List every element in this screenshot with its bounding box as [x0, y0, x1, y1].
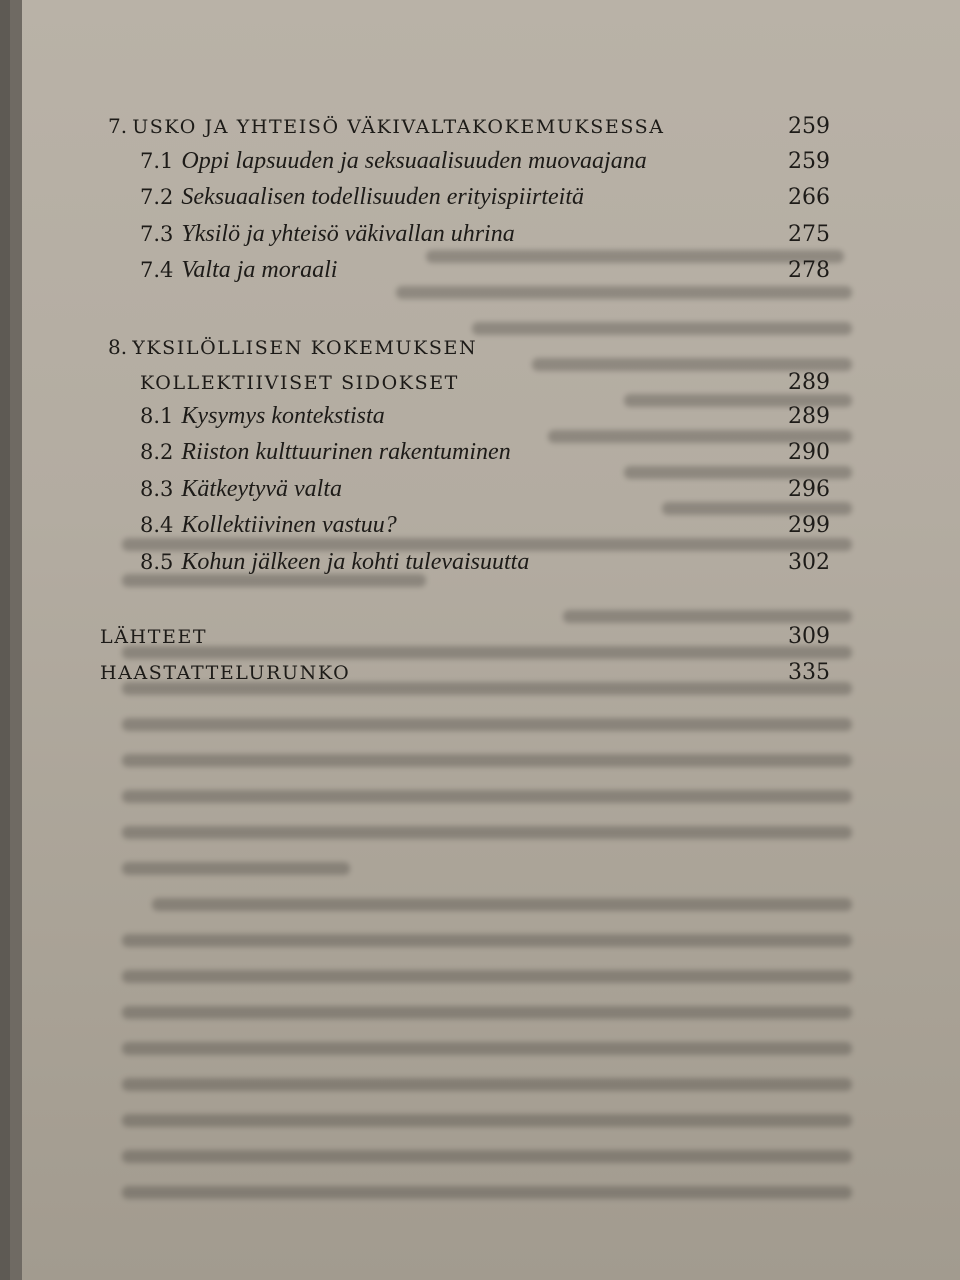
page-number: 289 — [788, 404, 830, 429]
section-title: Kollektiivinen vastuu? — [181, 512, 397, 538]
toc-chapter-8-line2 — [140, 370, 830, 395]
chapter-number: 8. — [108, 335, 128, 359]
toc-section-8-5 — [140, 549, 830, 576]
section-number: 8.4 — [140, 513, 174, 537]
section-number: 8.2 — [140, 440, 174, 464]
chapter-title-line1: YKSILÖLLISEN KOKEMUKSEN — [132, 337, 478, 359]
section-number: 8.3 — [140, 477, 174, 501]
page-number: 275 — [788, 222, 830, 247]
page-number: 299 — [788, 513, 830, 538]
section-number: 7.2 — [140, 185, 174, 209]
page-number: 289 — [788, 370, 830, 395]
section-title: Kysymys kontekstista — [181, 403, 385, 429]
toc-section-7-2 — [140, 184, 830, 211]
section-number: 7.4 — [140, 258, 174, 282]
toc-section-8-2 — [140, 439, 830, 466]
toc-chapter-8-line1 — [108, 335, 830, 359]
page-number: 335 — [788, 660, 830, 685]
page-number: 296 — [788, 477, 830, 502]
section-title: Kohun jälkeen ja kohti tulevaisuutta — [181, 549, 530, 575]
section-number: 8.1 — [140, 404, 174, 428]
toc-section-7-3 — [140, 221, 830, 248]
page-number: 259 — [788, 149, 830, 174]
section-title: Valta ja moraali — [181, 257, 338, 283]
toc-section-7-1 — [140, 148, 830, 175]
section-title: Riiston kulttuurinen rakentuminen — [181, 439, 511, 465]
toc-sources — [100, 624, 830, 649]
back-matter-title: HAASTATTELURUNKO — [100, 662, 351, 684]
section-title: Yksilö ja yhteisö väkivallan uhrina — [181, 221, 515, 247]
back-matter-title: LÄHTEET — [100, 626, 208, 648]
toc-section-8-3 — [140, 476, 830, 503]
toc-chapter-7 — [108, 114, 830, 139]
chapter-title-line2: KOLLEKTIIVISET SIDOKSET — [140, 372, 459, 394]
page-number: 309 — [788, 624, 830, 649]
page-number: 278 — [788, 258, 830, 283]
toc-section-8-1 — [140, 403, 830, 430]
page-number: 266 — [788, 185, 830, 210]
chapter-number: 7. — [108, 114, 128, 138]
section-number: 8.5 — [140, 550, 174, 574]
section-title: Seksuaalisen todellisuuden erityispiirteitä — [181, 184, 585, 210]
page-number: 302 — [788, 550, 830, 575]
section-number: 7.1 — [140, 149, 174, 173]
toc-section-7-4 — [140, 257, 830, 284]
page-number: 290 — [788, 440, 830, 465]
toc-section-8-4 — [140, 512, 830, 539]
section-number: 7.3 — [140, 222, 174, 246]
section-title: Oppi lapsuuden ja seksuaalisuuden muovaajana — [181, 148, 647, 174]
section-title: Kätkeytyvä valta — [181, 476, 342, 502]
chapter-title: USKO JA YHTEISÖ VÄKIVALTAKOKEMUKSESSA — [132, 116, 665, 138]
toc-interview-frame — [100, 660, 830, 685]
page-number: 259 — [788, 114, 830, 139]
